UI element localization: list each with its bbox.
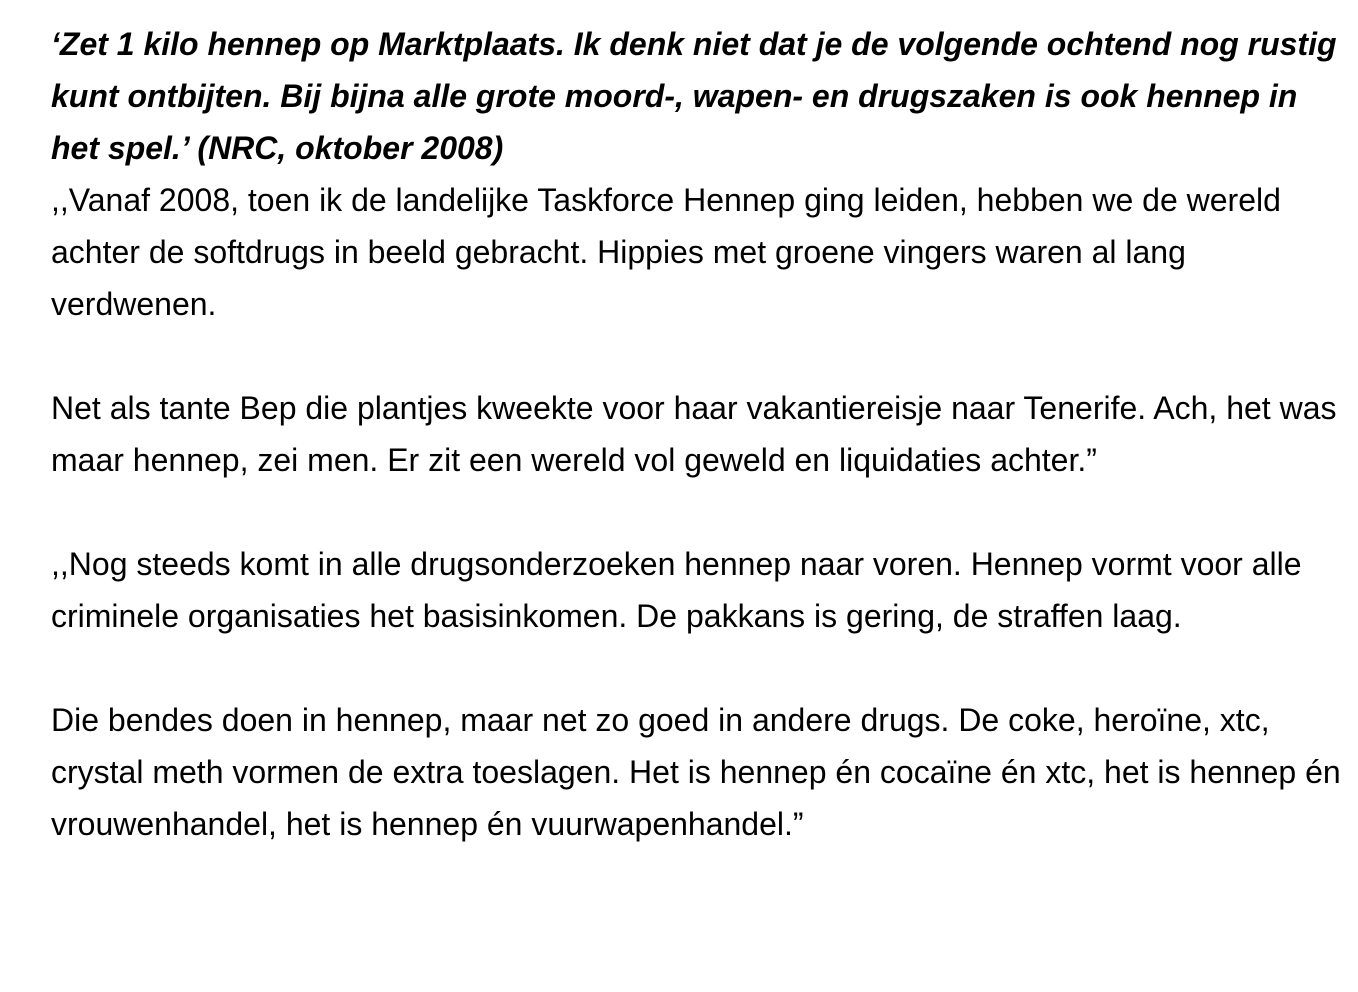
article-body	[51, 18, 1341, 850]
paragraph-spacer	[51, 642, 1341, 694]
paragraph-1: ,,Vanaf 2008, toen ik de landelijke Taskforce Hennep ging leiden, hebben we de wereld achter de softdrugs in beeld gebracht. Hippies met groene vingers waren al lang verdwenen.	[51, 182, 1281, 322]
pull-quote: ‘Zet 1 kilo hennep op Marktplaats. Ik denk niet dat je de volgende ochtend nog rustig kunt ontbijten. Bij bijna alle grote moord-, wapen- en drugszaken is ook hennep in het spel.’ (NRC, oktober 2008)	[51, 26, 1337, 166]
paragraph-spacer	[51, 486, 1341, 538]
paragraph-3: ,,Nog steeds komt in alle drugsonderzoeken hennep naar voren. Hennep vormt voor alle criminele organisaties het basisinkomen. De pakkans is gering, de straffen laag.	[51, 546, 1302, 634]
paragraph-spacer	[51, 330, 1341, 382]
paragraph-4: Die bendes doen in hennep, maar net zo goed in andere drugs. De coke, heroïne, xtc, crystal meth vormen de extra toeslagen. Het is hennep én cocaïne én xtc, het is hennep én vrouwenhandel, het is hennep én vuurwapenhandel.”	[51, 702, 1341, 842]
paragraph-2: Net als tante Bep die plantjes kweekte voor haar vakantiereisje naar Tenerife. Ach, het was maar hennep, zei men. Er zit een wereld vol geweld en liquidaties achter.”	[51, 390, 1337, 478]
